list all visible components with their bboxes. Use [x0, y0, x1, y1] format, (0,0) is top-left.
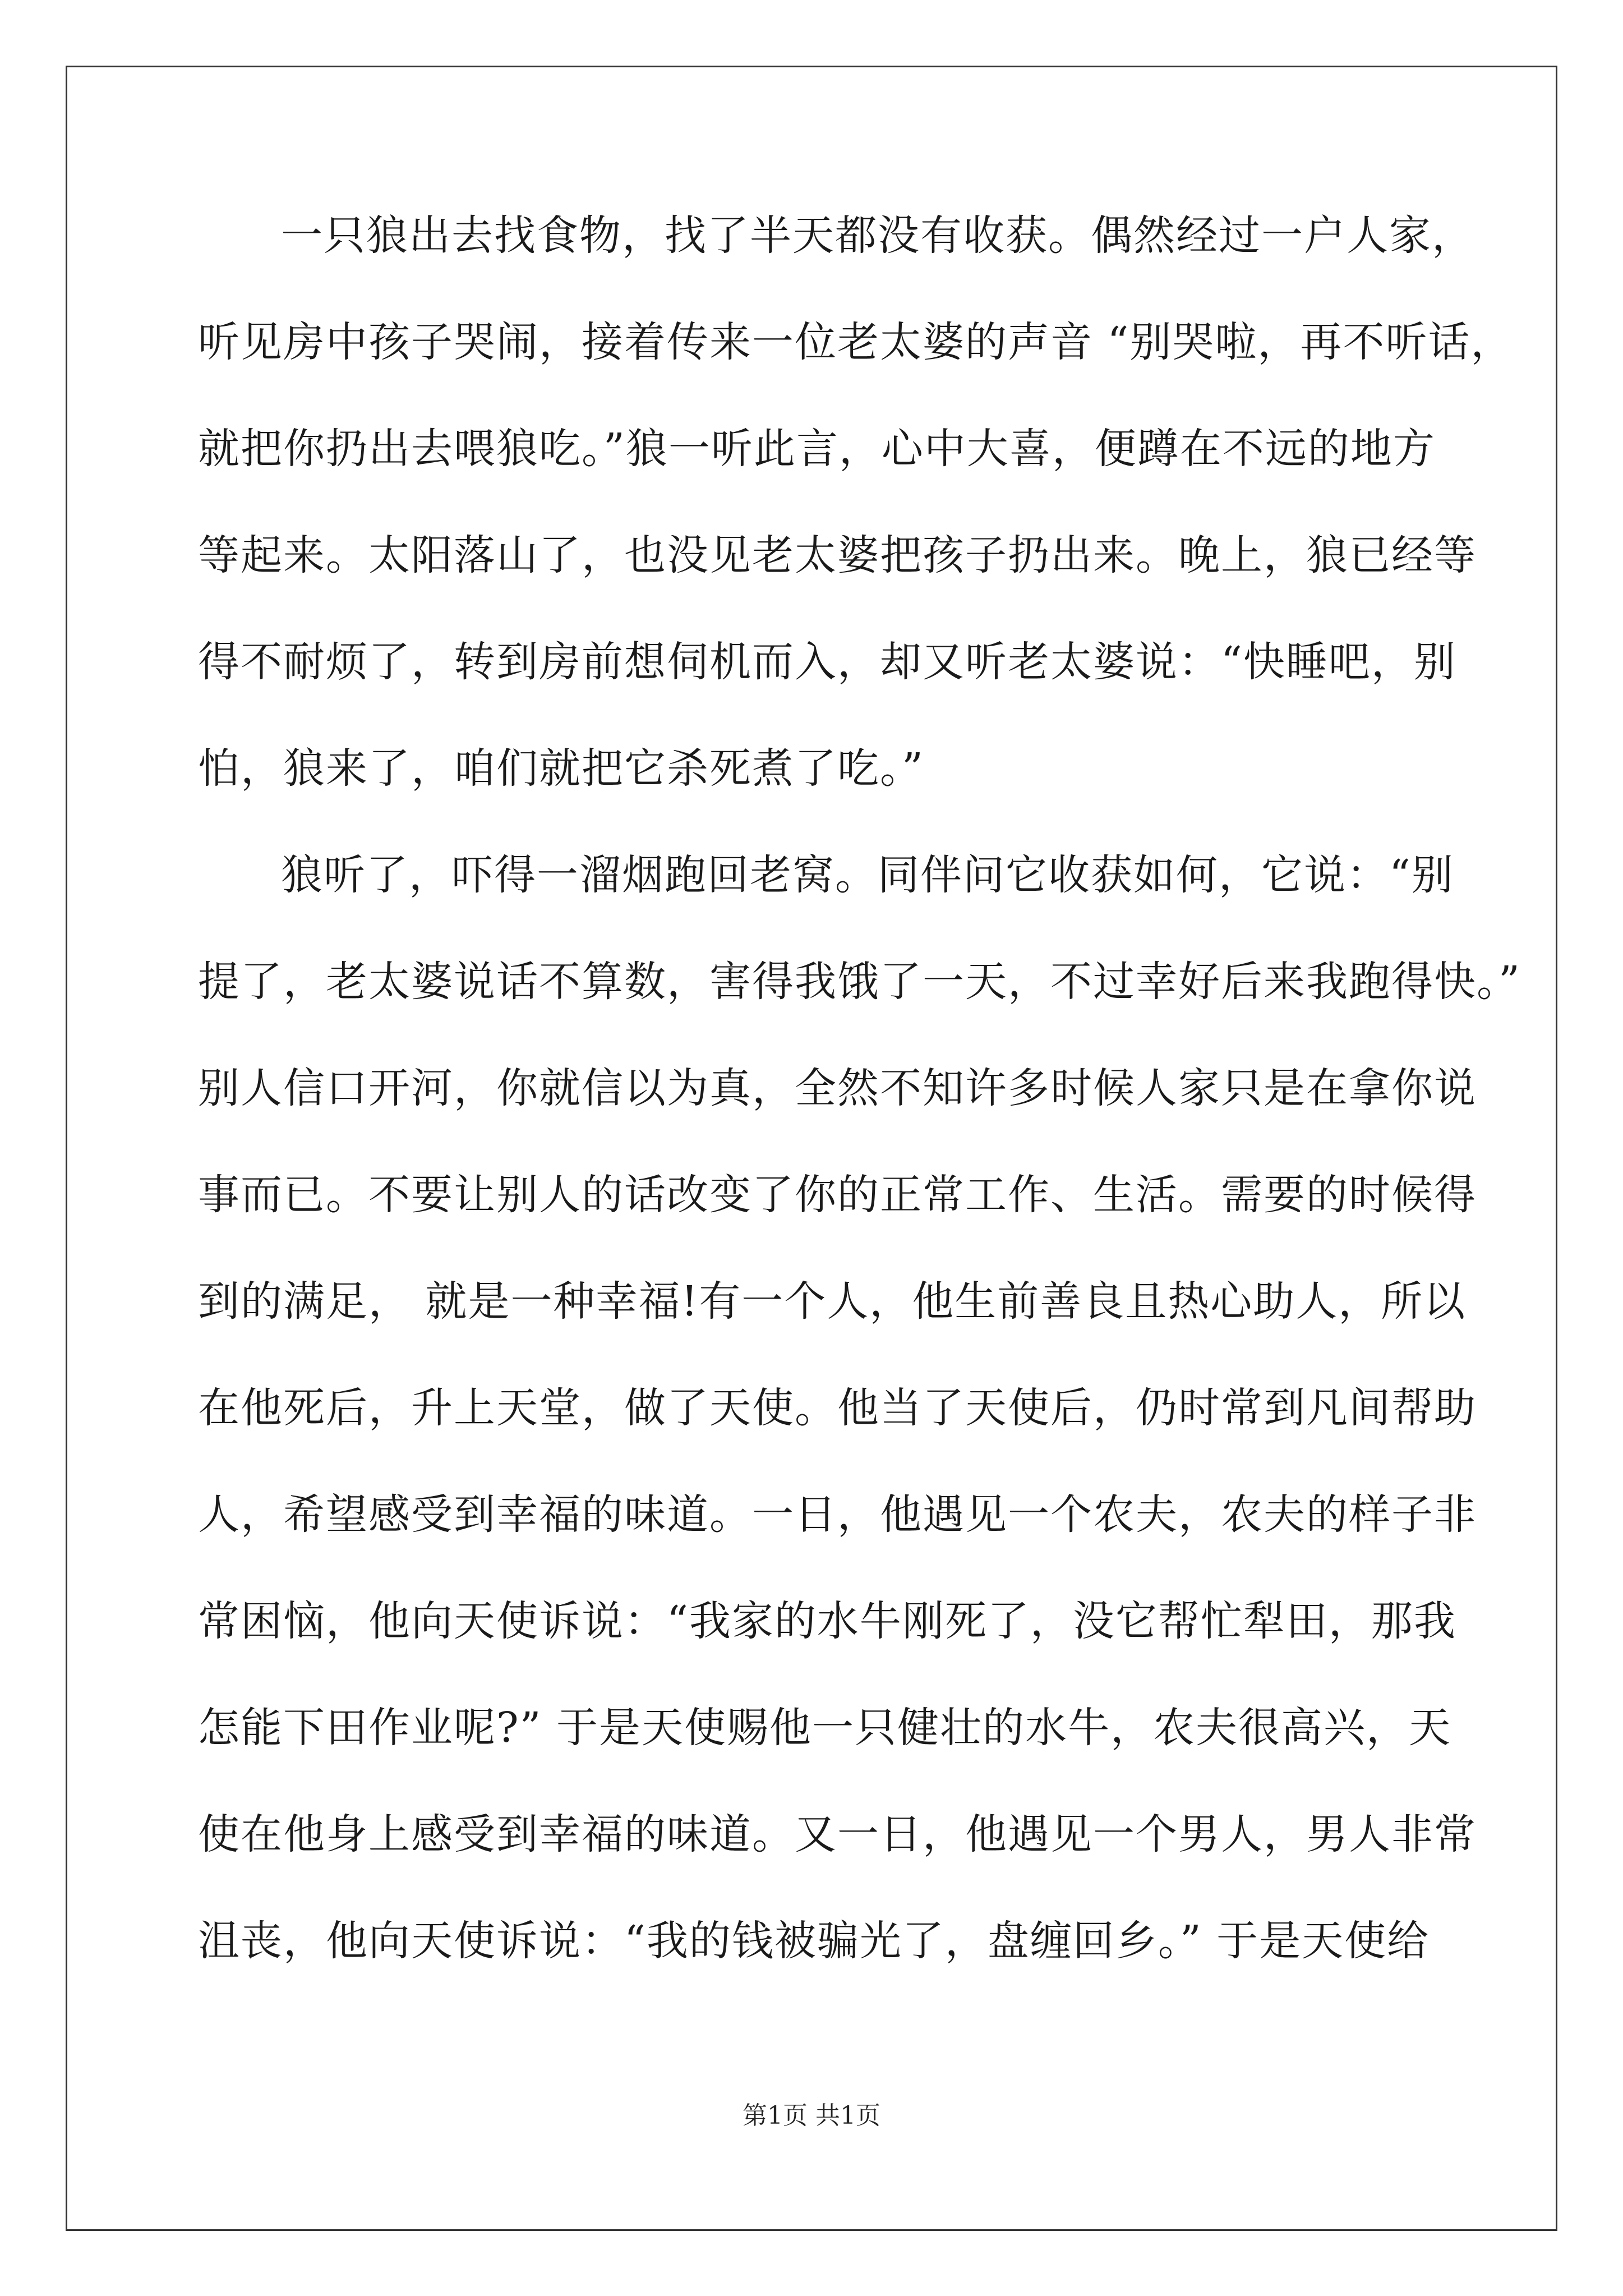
text-line: 在他死后，升上天堂，做了天使。他当了天使后，仍时常到凡间帮助: [198, 1384, 1477, 1432]
text-line: 狼听了，吓得一溜烟跑回老窝。同伴问它收获如何，它说：“别: [281, 851, 1454, 899]
text-line: 得不耐烦了，转到房前想伺机而入，却又听老太婆说：“快睡吧，别: [198, 638, 1456, 686]
text-line: 怎能下田作业呢?” 于是天使赐他一只健壮的水牛，农夫很高兴，天: [198, 1704, 1452, 1752]
text-line: 常困恼，他向天使诉说：“我家的水牛刚死了，没它帮忙犁田，那我: [198, 1597, 1456, 1645]
document-body: [198, 208, 1521, 2019]
text-line: 就把你扔出去喂狼吃。”狼一听此言，心中大喜，便蹲在不远的地方: [198, 425, 1436, 473]
page-footer: 第1页 共1页: [743, 2101, 880, 2130]
text-line: 一只狼出去找食物，找了半天都没有收获。偶然经过一户人家，: [281, 211, 1474, 260]
text-line: 使在他身上感受到幸福的味道。又一日，他遇见一个男人，男人非常: [198, 1810, 1477, 1858]
text-line: 人，希望感受到幸福的味道。一日，他遇见一个农夫，农夫的样子非: [198, 1490, 1477, 1539]
text-line: 怕，狼来了，咱们就把它杀死煮了吃。”: [198, 744, 924, 793]
text-line: 提了，老太婆说话不算数，害得我饿了一天，不过幸好后来我跑得快。”: [198, 958, 1521, 1006]
text-line: 沮丧，他向天使诉说：“我的钱被骗光了，盘缠回乡。” 于是天使给: [198, 1917, 1430, 1965]
text-line: 到的满足， 就是一种幸福!有一个人，他生前善良且热心助人，所以: [198, 1277, 1467, 1326]
text-line: 等起来。太阳落山了，也没见老太婆把孩子扔出来。晚上，狼已经等: [198, 531, 1477, 579]
text-line: 听见房中孩子哭闹，接着传来一位老太婆的声音 “别哭啦，再不听话，: [198, 318, 1514, 366]
text-line: 别人信口开河，你就信以为真，全然不知许多时候人家只是在拿你说: [198, 1064, 1477, 1112]
text-line: 事而已。不要让别人的话改变了你的正常工作、生活。需要的时候得: [198, 1171, 1477, 1219]
